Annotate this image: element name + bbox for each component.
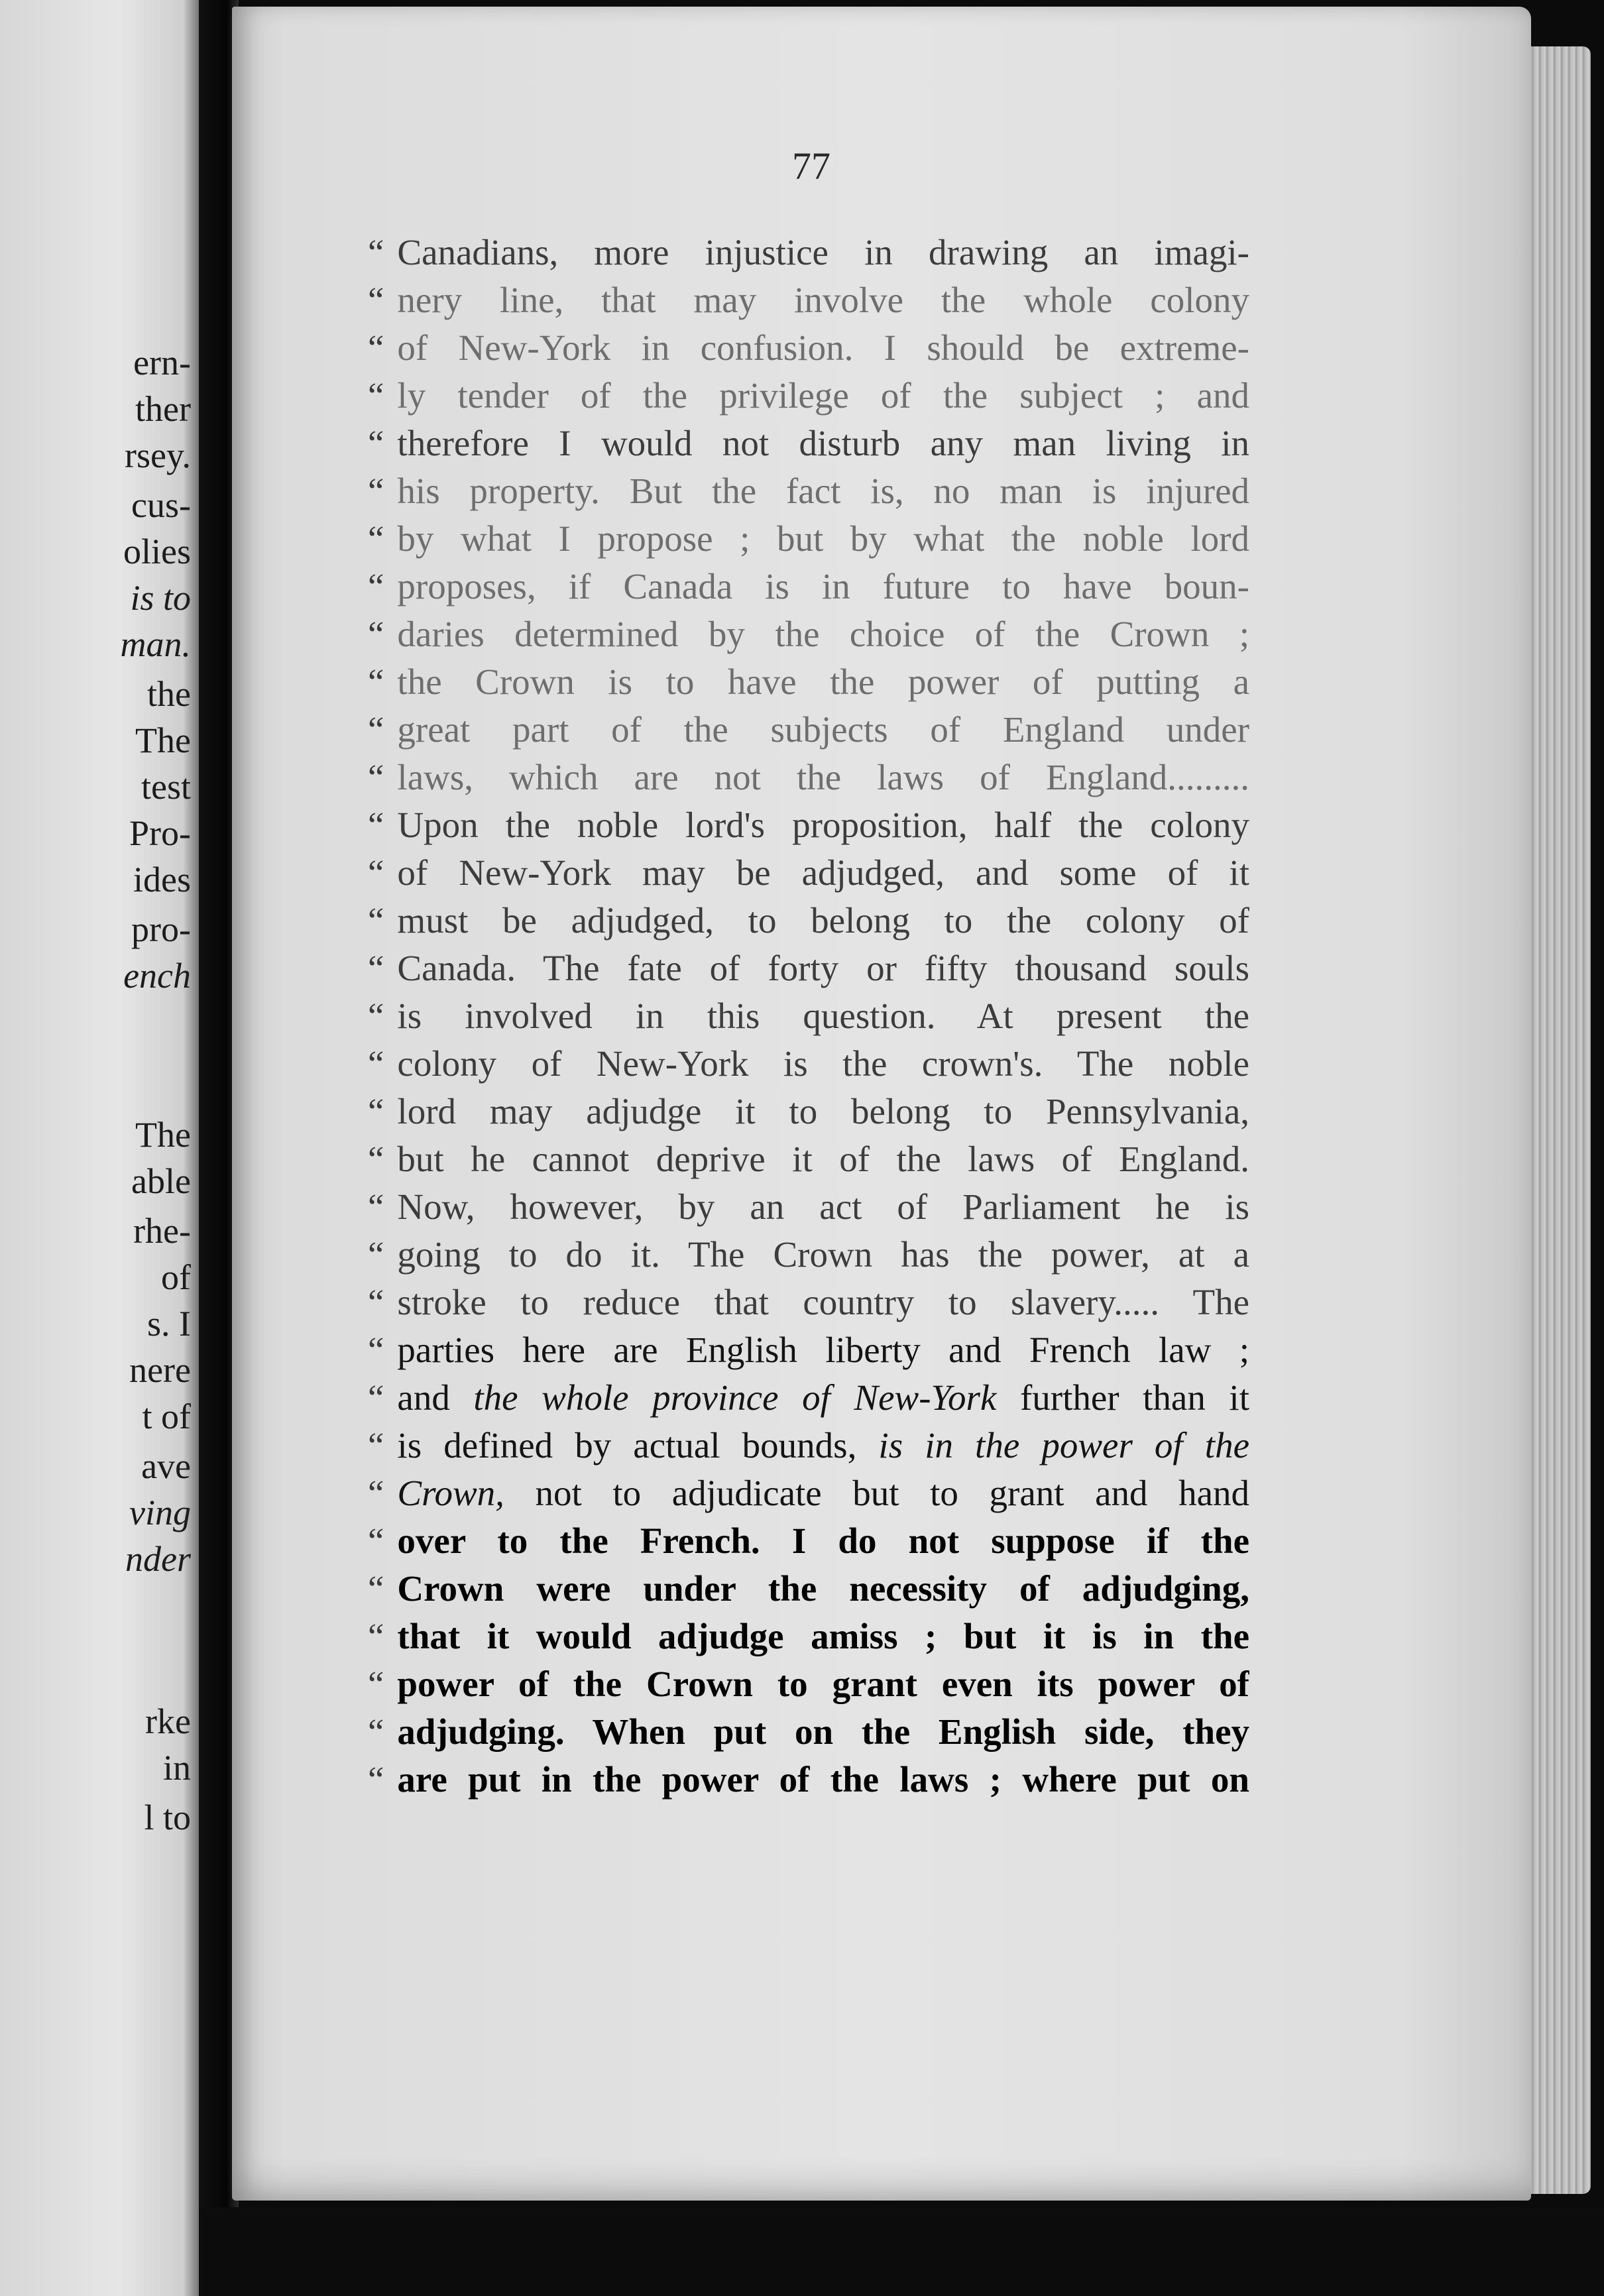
text-line [368,420,1249,467]
facing-page-fragment: ern- [133,343,191,382]
quote-mark: “ [368,614,384,654]
facing-page-fragment: olies [123,532,191,571]
facing-page-fragment: nere [129,1350,191,1390]
quote-mark: “ [368,1043,384,1084]
text-line [368,372,1249,420]
facing-page-fragment: The [135,1115,191,1155]
quote-mark: “ [368,900,384,941]
facing-page-fragment: able [131,1161,191,1201]
text-line-content: laws, which are not the laws of England......... [397,757,1249,797]
text-line [368,1135,1249,1183]
text-line-content: his property. But the fact is, no man is injured [397,471,1249,511]
text-line-content: daries determined by the choice of the Crown ; [397,614,1249,654]
text-line [368,1708,1249,1756]
facing-page-fragment: ench [123,956,191,996]
text-line [368,1613,1249,1660]
facing-page-fragment: ides [133,860,191,899]
text-line [368,1183,1249,1231]
text-line-content: the Crown is to have the power of putting a [397,661,1249,702]
text-line [368,1469,1249,1517]
text-line [368,754,1249,801]
facing-page-fragment: of [161,1257,191,1297]
text-line [368,945,1249,992]
text-line-content: Canadians, more injustice in drawing an imagi- [397,232,1249,272]
text-line-content: of New-York in confusion. I should be extreme- [397,327,1249,368]
facing-page-fragment: is to [130,578,191,618]
text-line [368,1040,1249,1088]
text-line-content: colony of New-York is the crown's. The noble [397,1043,1249,1084]
facing-page-fragment: s. I [147,1304,191,1344]
facing-page-fragment: man. [120,624,191,664]
text-line-content: but he cannot deprive it of the laws of England. [397,1139,1249,1179]
text-line [368,897,1249,945]
text-line [368,1326,1249,1374]
text-line-content: Upon the noble lord's proposition, half the colony [397,805,1249,845]
quote-mark: “ [368,852,384,893]
quote-mark: “ [368,1425,384,1465]
text-line-content: must be adjudged, to belong to the colony of [397,900,1249,941]
quote-mark: “ [368,1282,384,1322]
text-line-content: stroke to reduce that country to slavery..... The [397,1282,1249,1322]
text-line-content: Crown, not to adjudicate but to grant and hand [397,1473,1249,1513]
quote-mark: “ [368,1234,384,1275]
text-line [368,1660,1249,1708]
text-line-content: therefore I would not disturb any man living in [397,423,1249,463]
facing-page-fragment: rke [145,1701,191,1741]
text-line-content: are put in the power of the laws ; where put on [397,1759,1249,1800]
text-line-content: Crown were under the necessity of adjudging, [397,1568,1249,1609]
text-line [368,1088,1249,1135]
text-line-content: adjudging. When put on the English side, they [397,1711,1249,1752]
facing-page-fragment: l to [144,1798,191,1837]
text-line [368,515,1249,563]
facing-page-fragment: ther [135,389,191,429]
text-line [368,1279,1249,1326]
quote-mark: “ [368,757,384,797]
facing-page-fragment: cus- [131,485,191,525]
text-line [368,992,1249,1040]
quote-mark: “ [368,423,384,463]
text-line [368,1422,1249,1469]
text-line-content: by what I propose ; but by what the noble lord [397,518,1249,559]
text-line-content: power of the Crown to grant even its power of [397,1664,1249,1704]
quote-mark: “ [368,1330,384,1370]
bottom-shadow [199,2207,1604,2296]
quote-mark: “ [368,1377,384,1418]
facing-page-fragment: ving [129,1493,191,1532]
text-line [368,276,1249,324]
facing-page-fragment: the [147,674,191,714]
text-line [368,1756,1249,1804]
quote-mark: “ [368,1616,384,1656]
page-number: 77 [792,144,831,188]
quote-mark: “ [368,1664,384,1704]
facing-page-fragment: ave [141,1446,191,1486]
text-line [368,706,1249,754]
text-line-content: parties here are English liberty and French law ; [397,1330,1249,1370]
text-line [368,610,1249,658]
quote-mark: “ [368,1521,384,1561]
text-line [368,849,1249,897]
facing-page-fragment: t of [142,1397,191,1436]
text-line [368,324,1249,372]
quote-mark: “ [368,232,384,272]
text-line [368,1565,1249,1613]
text-line [368,229,1249,276]
text-line-content: nery line, that may involve the whole colony [397,280,1249,320]
text-line [368,801,1249,849]
text-line-content: over to the French. I do not suppose if the [397,1521,1249,1561]
quote-mark: “ [368,280,384,320]
quote-mark: “ [368,1091,384,1131]
facing-page-fragment: in [162,1748,191,1788]
quote-mark: “ [368,566,384,606]
quote-mark: “ [368,709,384,750]
text-line-content: is involved in this question. At present the [397,996,1249,1036]
facing-page-fragment: test [141,767,191,807]
facing-page-fragment: rhe- [133,1211,191,1251]
quote-mark: “ [368,996,384,1036]
quote-mark: “ [368,1473,384,1513]
facing-page [0,0,199,2296]
text-line [368,1374,1249,1422]
quote-mark: “ [368,1759,384,1800]
quote-mark: “ [368,1186,384,1227]
quote-mark: “ [368,1568,384,1609]
quote-mark: “ [368,661,384,702]
text-line [368,563,1249,610]
text-line-content: Canada. The fate of forty or fifty thousand souls [397,948,1249,988]
text-line-content: going to do it. The Crown has the power, at a [397,1234,1249,1275]
facing-page-fragment: pro- [131,909,191,949]
text-line-content: is defined by actual bounds, is in the power of the [397,1425,1249,1465]
quote-mark: “ [368,518,384,559]
text-line [368,658,1249,706]
quote-mark: “ [368,1139,384,1179]
text-line-content: that it would adjudge amiss ; but it is in the [397,1616,1249,1656]
quote-mark: “ [368,471,384,511]
quote-mark: “ [368,327,384,368]
text-line-content: and the whole province of New-York further than it [397,1377,1249,1418]
text-line-content: great part of the subjects of England under [397,709,1249,750]
facing-page-fragment: The [135,720,191,760]
text-line-content: proposes, if Canada is in future to have boun- [397,566,1249,606]
text-line-content: ly tender of the privilege of the subject ; and [397,375,1249,416]
text-line [368,1231,1249,1279]
text-line [368,467,1249,515]
text-line-content: lord may adjudge it to belong to Pennsylvania, [397,1091,1249,1131]
quote-mark: “ [368,805,384,845]
quote-mark: “ [368,375,384,416]
quote-mark: “ [368,1711,384,1752]
text-line [368,1517,1249,1565]
body-text [368,229,1249,1804]
quote-mark: “ [368,948,384,988]
facing-page-fragment: nder [125,1539,191,1579]
facing-page-fragment: Pro- [129,813,191,853]
text-line-content: of New-York may be adjudged, and some of it [397,852,1249,893]
text-line-content: Now, however, by an act of Parliament he is [397,1186,1249,1227]
facing-page-fragment: rsey. [125,435,191,475]
